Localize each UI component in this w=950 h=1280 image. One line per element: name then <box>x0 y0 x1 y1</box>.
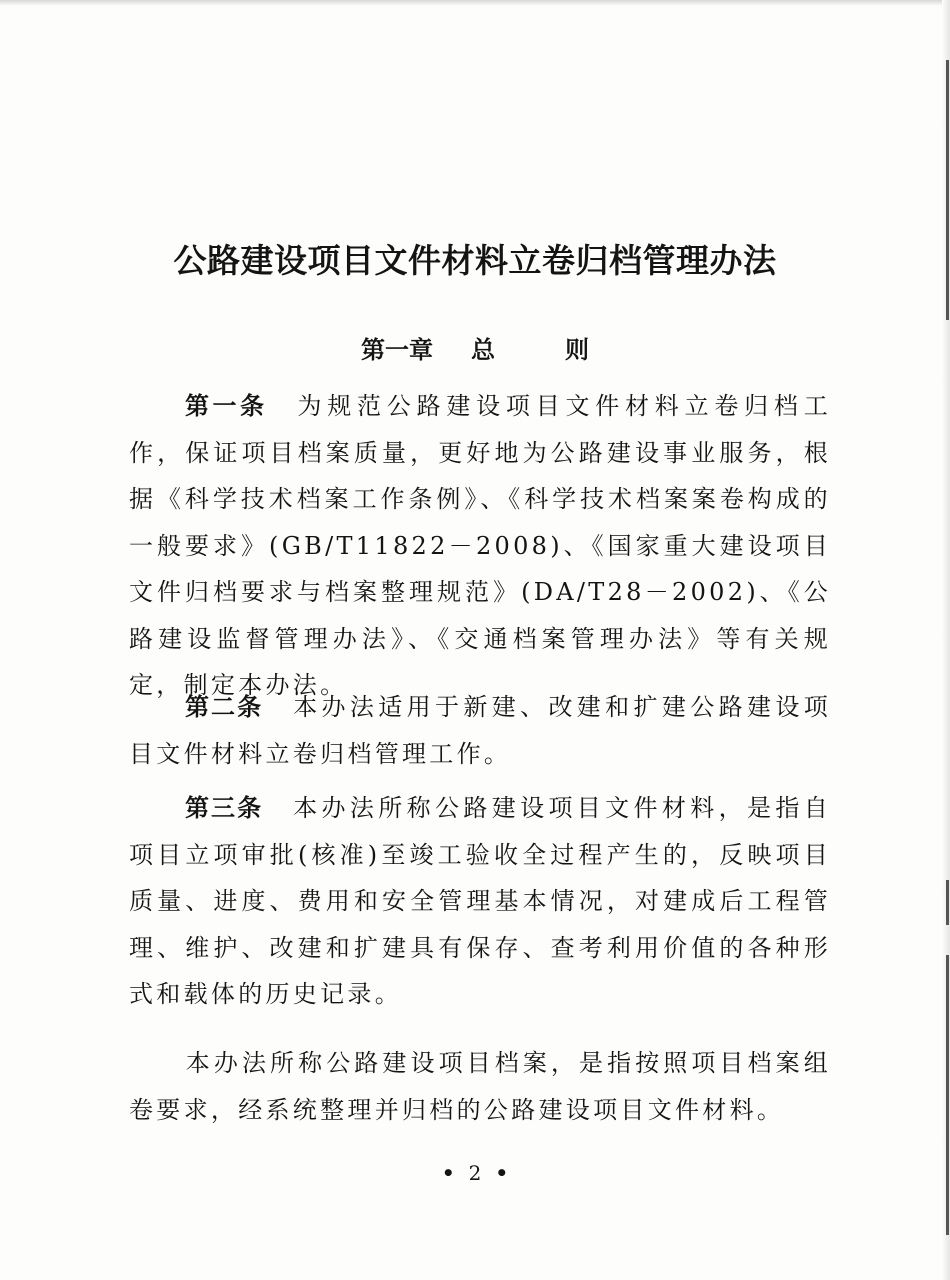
article-3 <box>129 785 831 1018</box>
article-label: 第一条 <box>185 392 268 420</box>
page-number-dot-left: • <box>441 1161 455 1185</box>
article-text: 为规范公路建设项目文件材料立卷归档工作，保证项目档案质量，更好地为公路建设事业服务，根据《科学技术档案工作条例》、《科学技术档案案卷构成的一般要求》(GB/T11822－2008)、《国家重大建设项目文件归档要求与档案整理规范》(DA/T28－2002)、《公路建设监督管理办法》、《交通档案管理办法》等有关规定，制定本办法。 <box>129 392 832 699</box>
article-label: 第二条 <box>185 693 264 721</box>
page-number-value: 2 <box>468 1161 482 1185</box>
chapter-heading <box>0 330 950 370</box>
document-title: 公路建设项目文件材料立卷归档管理办法 <box>173 241 777 280</box>
paragraph-text: 本办法所称公路建设项目档案，是指按照项目档案组卷要求，经系统整理并归档的公路建设项目文件材料。 <box>129 1049 831 1124</box>
article-label: 第三条 <box>185 794 264 822</box>
chapter-title-part1: 总 <box>471 336 495 364</box>
page-number-dot-right: • <box>495 1161 509 1185</box>
article-2 <box>129 684 831 777</box>
chapter-number: 第一章 <box>361 336 433 364</box>
body-paragraph <box>129 1040 831 1133</box>
scan-edge-mark <box>946 880 949 925</box>
article-text: 本办法适用于新建、改建和扩建公路建设项目文件材料立卷归档管理工作。 <box>129 693 831 768</box>
article-text: 本办法所称公路建设项目文件材料，是指自项目立项审批(核准)至竣工验收全过程产生的，反映项目质量、进度、费用和安全管理基本情况，对建成后工程管理、维护、改建和扩建具有保存、查考利用价值的各种形式和载体的历史记录。 <box>129 794 831 1008</box>
article-1 <box>129 383 831 709</box>
page-number <box>0 1158 950 1188</box>
chapter-title-part2: 则 <box>565 336 589 364</box>
scan-edge-top <box>0 0 950 6</box>
scan-edge-mark <box>946 955 949 1235</box>
